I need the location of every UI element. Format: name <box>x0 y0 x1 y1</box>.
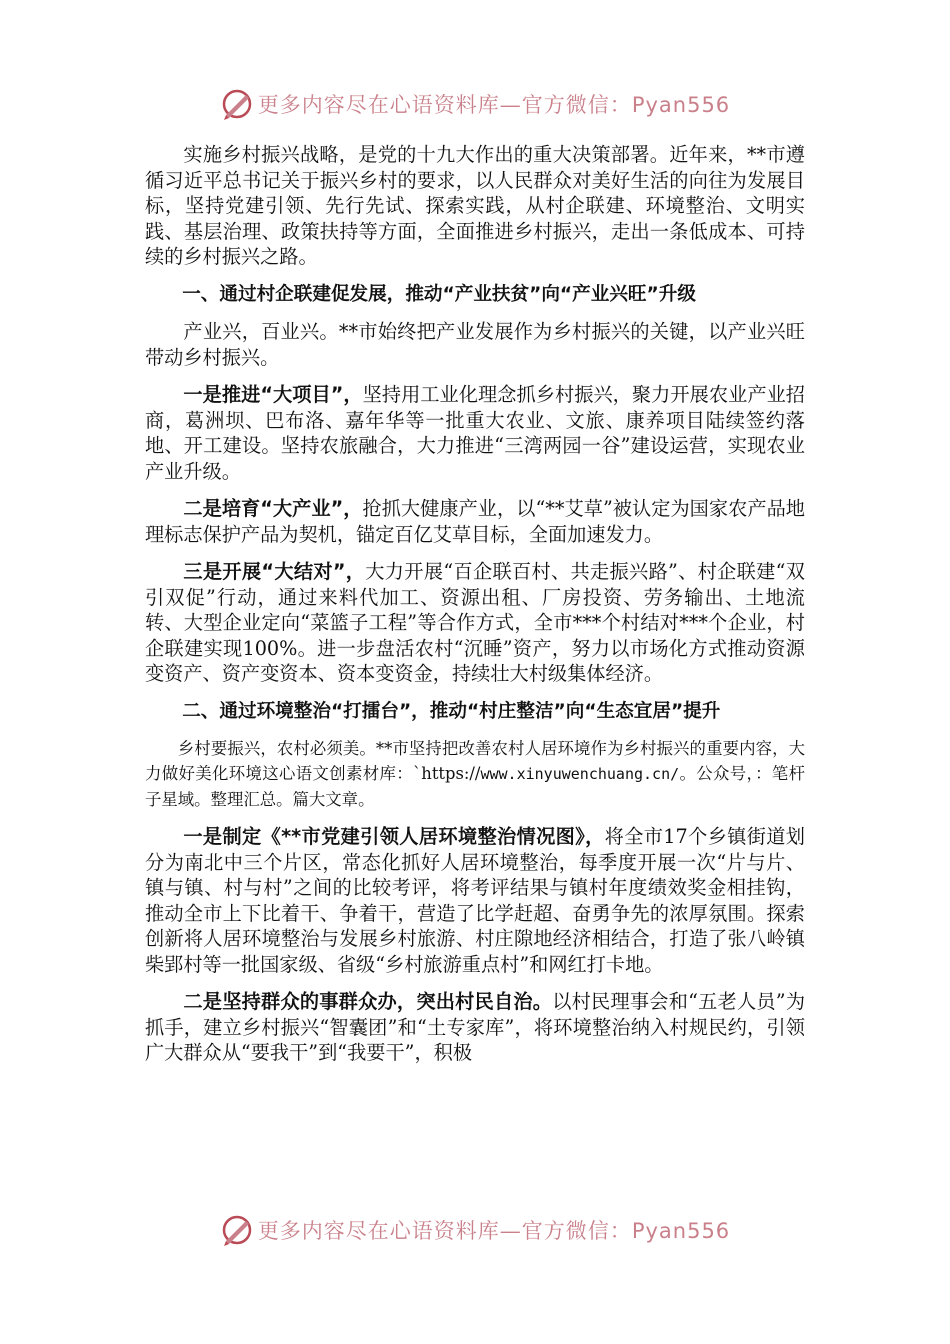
source-url: www.xinyuwenchuang.cn/ <box>480 765 680 783</box>
section-heading-1: 一、通过村企联建促发展，推动“产业扶贫”向“产业兴旺”升级 <box>182 283 696 305</box>
lead-self-governance: 二是坚持群众的事群众办，突出村民自治。 <box>183 990 553 1013</box>
footer-banner <box>0 1210 950 1250</box>
paragraph-industry: 产业兴，百业兴。**市始终把产业发展作为乡村振兴的关键，以产业兴旺带动乡村振兴。 <box>145 320 805 369</box>
pen-circle-logo-icon <box>220 87 254 121</box>
lead-big-industry: 二是培育“大产业”， <box>183 497 363 520</box>
banner-wechat-id: Pyan556 <box>631 1219 731 1243</box>
pen-circle-logo-icon <box>220 1213 254 1247</box>
paragraph-big-project: 一是推进“大项目”，坚持用工业化理念抓乡村振兴，聚力开展农业产业招商，葛洲坝、巴布洛、嘉年华等一批重大农业、文旅、康养项目陆续签约落地、开工建设。坚持农旅融合，大力推进“三湾两园一谷”建设运营，实现农业产业升级。 <box>145 383 805 483</box>
banner-wechat-id: Pyan556 <box>631 93 731 117</box>
banner-text: 更多内容尽在心语资料库—官方微信：Pyan556 <box>257 1219 731 1243</box>
document-body <box>145 142 805 1078</box>
header-banner <box>0 84 950 124</box>
paragraph-environment: 乡村要振兴，农村必须美。**市坚持把改善农村人居环境作为乡村振兴的重要内容，大力做好美化环境这心语文创素材库：`https://www.xinyuwenchuang.cn/。公众号，：笔杆子星域。整理汇总。篇大文章。 <box>145 739 805 809</box>
paragraph-intro: 实施乡村振兴战略，是党的十九大作出的重大决策部署。近年来，**市遵循习近平总书记关于振兴乡村的要求，以人民群众对美好生活的向往为发展目标，坚持党建引领、先行先试、探索实践，从村企联建、环境整治、文明实践、基层治理、政策扶持等方面，全面推进乡村振兴，走出一条低成本、可持续的乡村振兴之路。 <box>145 143 805 268</box>
section-heading-2: 二、通过环境整治“打擂台”，推动“村庄整洁”向“生态宜居”提升 <box>182 700 721 722</box>
lead-big-pairing: 三是开展“大结对”， <box>183 560 366 583</box>
paragraph-map: 一是制定《**市党建引领人居环境整治情况图》，将全市17个乡镇街道划分为南北中三个片区，常态化抓好人居环境整治，每季度开展一次“片与片、镇与镇、村与村”之间的比较考评，将考评结果与镇村年度绩效奖金相挂钩，推动全市上下比着干、争着干，营造了比学赶超、奋勇争先的浓厚氛围。探索创新将人居环境整治与发展乡村旅游、村庄隙地经济相结合，打造了张八岭镇柴郢村等一批国家级、省级“乡村旅游重点村”和网红打卡地。 <box>145 825 805 976</box>
paragraph-self-governance: 二是坚持群众的事群众办，突出村民自治。以村民理事会和“五老人员”为抓手，建立乡村振兴“智囊团”和“土专家库”，将环境整治纳入村规民约，引领广大群众从“要我干”到“我要干”，积极 <box>145 990 806 1064</box>
paragraph-big-industry: 二是培育“大产业”，抢抓大健康产业，以“**艾草”被认定为国家农产品地理标志保护产品为契机，锚定百亿艾草目标，全面加速发力。 <box>145 497 805 546</box>
lead-big-project: 一是推进“大项目”， <box>183 383 363 406</box>
paragraph-big-pairing: 三是开展“大结对”，大力开展“百企联百村、共走振兴路”、村企联建“双引双促”行动，通过来料代加工、资源出租、厂房投资、劳务输出、土地流转、大型企业定向“菜篮子工程”等合作方式，全市***个村结对***个企业，村企联建实现100%。进一步盘活农村“沉睡”资产，努力以市场化方式推动资源变资产、资产变资本、资本变资金，持续壮大村级集体经济。 <box>145 560 805 685</box>
lead-map: 一是制定《**市党建引领人居环境整治情况图》， <box>183 825 605 848</box>
banner-text: 更多内容尽在心语资料库—官方微信：Pyan556 <box>257 93 731 117</box>
